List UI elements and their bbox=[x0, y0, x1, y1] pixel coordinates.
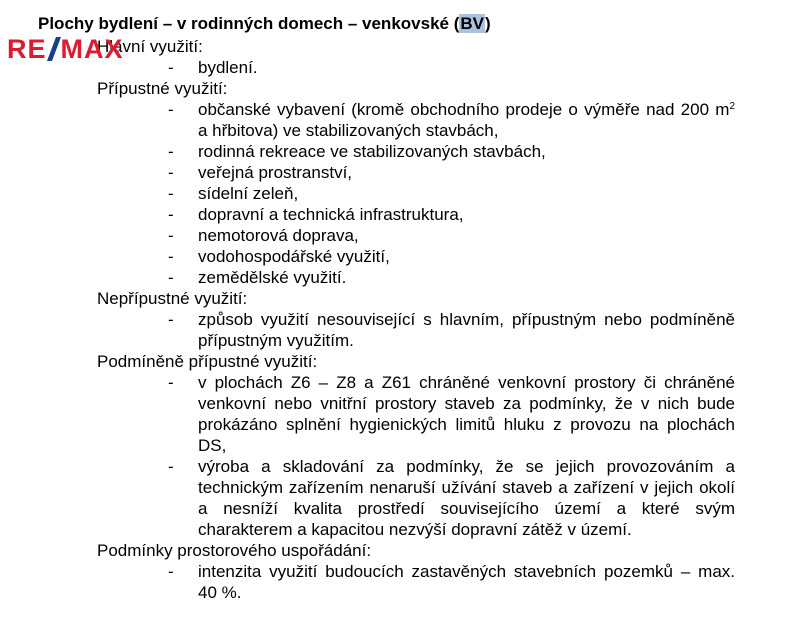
dash-bullet: - bbox=[168, 142, 174, 161]
dash-bullet: - bbox=[168, 268, 174, 287]
dash-bullet: - bbox=[168, 247, 174, 266]
list-prostorove bbox=[0, 561, 805, 603]
list-item bbox=[0, 141, 735, 162]
item-text: rodinná rekreace ve stabilizovaných stavbách, bbox=[198, 142, 546, 161]
list-item bbox=[0, 99, 735, 141]
list-item bbox=[0, 372, 735, 456]
page-title bbox=[38, 12, 491, 36]
section-heading-prostorove: Podmínky prostorového uspořádání: bbox=[97, 541, 372, 560]
item-text: veřejná prostranství, bbox=[198, 163, 353, 182]
section-heading-nepripustne: Nepřípustné využití: bbox=[97, 289, 248, 308]
dash-bullet: - bbox=[168, 226, 174, 245]
list-item bbox=[0, 162, 735, 183]
logo-text-right: MAX bbox=[60, 34, 124, 64]
remax-logo bbox=[7, 34, 124, 64]
list-item bbox=[0, 246, 735, 267]
section-heading-pripustne: Přípustné využití: bbox=[97, 79, 228, 98]
list-item bbox=[0, 204, 735, 225]
title-highlight: BV bbox=[460, 14, 484, 33]
dash-bullet: - bbox=[168, 163, 174, 182]
superscript: 2 bbox=[729, 101, 735, 112]
list-nepripustne bbox=[0, 309, 805, 351]
list-item bbox=[0, 183, 735, 204]
item-text: zemědělské využití. bbox=[198, 268, 347, 287]
dash-bullet: - bbox=[168, 562, 174, 581]
dash-bullet: - bbox=[168, 205, 174, 224]
item-text: sídelní zeleň, bbox=[198, 184, 299, 203]
section-heading-podminene: Podmíněně přípustné využití: bbox=[97, 352, 318, 371]
dash-bullet: - bbox=[168, 184, 174, 203]
item-text: dopravní a technická infrastruktura, bbox=[198, 205, 464, 224]
title-text: Plochy bydlení – v rodinných domech – venkovské ( bbox=[38, 14, 460, 33]
document-body bbox=[0, 36, 805, 603]
dash-bullet: - bbox=[168, 58, 174, 77]
list-item bbox=[0, 309, 735, 351]
list-item bbox=[0, 225, 735, 246]
list-item bbox=[0, 561, 735, 603]
logo-text-left: RE bbox=[7, 34, 47, 64]
item-text: intenzita využití budoucích zastavěných stavebních pozemků – max. 40 %. bbox=[198, 562, 735, 602]
list-item bbox=[0, 267, 735, 288]
item-text: způsob využití nesouvisející s hlavním, přípustným nebo podmíněně přípustným využitím. bbox=[198, 310, 735, 350]
title-close: ) bbox=[484, 14, 491, 33]
list-podminene bbox=[0, 372, 805, 540]
list-item bbox=[0, 456, 735, 540]
section-heading-hlavni: Hlavní využití: bbox=[97, 37, 203, 56]
item-text: občanské vybavení (kromě obchodního prodeje o výměře nad 200 m bbox=[198, 100, 730, 119]
item-text: v plochách Z6 – Z8 a Z61 chráněné venkovní prostory či chráněné venkovní nebo vnitřní prostory staveb za podmínky, že v nich bude prokázáno splnění hygienických limitů hluku z provozu na plochách DS, bbox=[198, 373, 735, 455]
dash-bullet: - bbox=[168, 373, 174, 392]
item-text: vodohospodářské využití, bbox=[198, 247, 390, 266]
item-text: nemotorová doprava, bbox=[198, 226, 359, 245]
dash-bullet: - bbox=[168, 457, 174, 476]
item-text-tail: a hřbitova) ve stabilizovaných stavbách, bbox=[198, 121, 499, 140]
item-text: výroba a skladování za podmínky, že se jejich provozováním a technickým zařízením nenaruší užívání staveb a zařízení v jejich okolí a nesníží kvalita prostředí souvisejícího území a které svým charakterem a kapacitou nezvýší dopravní zátěž v území. bbox=[198, 457, 735, 539]
item-text: bydlení. bbox=[198, 58, 258, 77]
logo-slash-icon bbox=[47, 34, 61, 64]
dash-bullet: - bbox=[168, 100, 174, 119]
dash-bullet: - bbox=[168, 310, 174, 329]
list-pripustne bbox=[0, 99, 805, 288]
